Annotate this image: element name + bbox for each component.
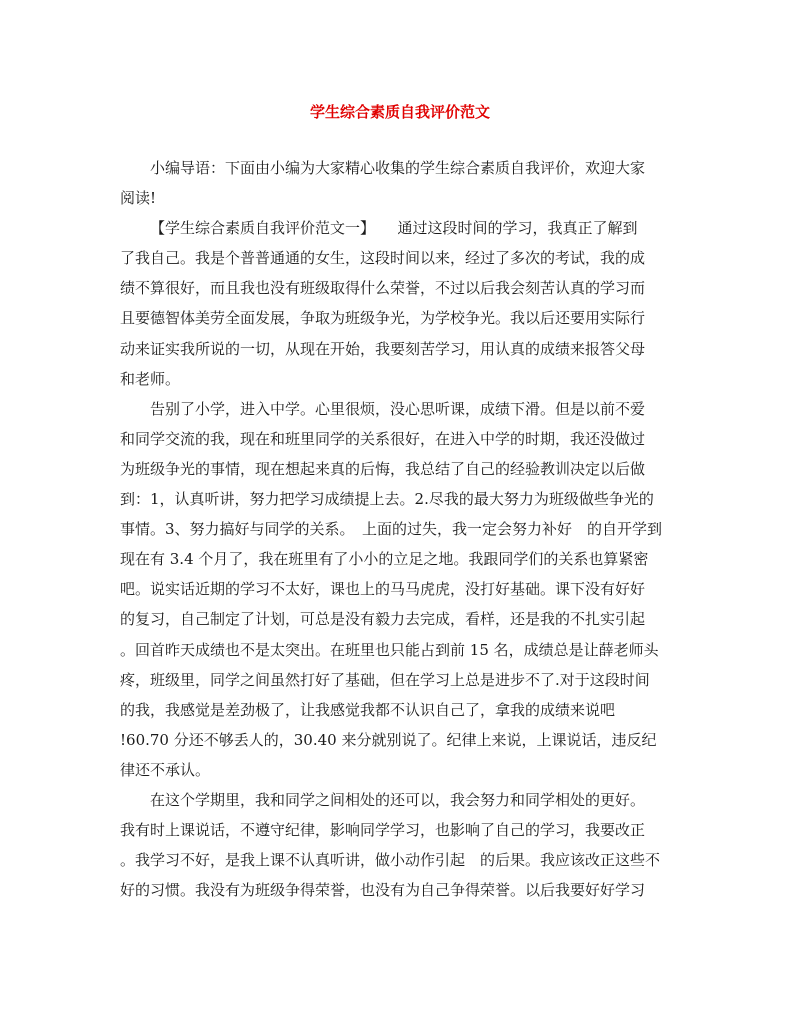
text-line: 和同学交流的我，现在和班里同学的关系很好，在进入中学的时期，我还没做过 bbox=[120, 429, 646, 448]
text-line: 了我自己。我是个普普通通的女生，这段时间以来，经过了多次的考试，我的成 bbox=[120, 249, 646, 268]
text-line: 的我，我感觉是差劲极了，让我感觉我都不认识自己了，拿我的成绩来说吧 bbox=[120, 700, 616, 719]
paragraph-intro bbox=[120, 153, 676, 213]
text-line: 事情。3、努力搞好与同学的关系。 上面的过失，我一定会努力补好 的自开学到 bbox=[120, 520, 663, 539]
text-line: 在这个学期里，我和同学之间相处的还可以，我会努力和同学相处的更好。 bbox=[150, 790, 646, 809]
text-line: !60.70 分还不够丢人的，30.40 来分就别说了。纪律上来说，上课说话，违反纪 bbox=[120, 730, 657, 749]
document-body bbox=[120, 153, 676, 905]
paragraph-middle-school bbox=[120, 394, 676, 785]
text-line: 为班级争光的事情，现在想起来真的后悔，我总结了自己的经验教训决定以后做 bbox=[120, 459, 646, 478]
text-line: 。回首昨天成绩也不是太突出。在班里也只能占到前 15 名，成绩总是让薛老师头 bbox=[120, 640, 659, 659]
text-line: 。我学习不好，是我上课不认真听讲，做小动作引起 的后果。我应该改正这些不 bbox=[120, 851, 661, 870]
text-line: 现在有 3.4 个月了，我在班里有了小小的立足之地。我跟同学们的关系也算紧密 bbox=[120, 550, 649, 569]
paragraph-this-semester bbox=[120, 785, 676, 905]
text-line: 阅读! bbox=[120, 189, 157, 208]
text-line: 绩不算很好，而且我也没有班级取得什么荣誉，不过以后我会刻苦认真的学习而 bbox=[120, 279, 646, 298]
text-line: 和老师。 bbox=[120, 369, 181, 388]
text-line: 到：1，认真听讲，努力把学习成绩提上去。2.尽我的最大努力为班级做些争光的 bbox=[120, 490, 654, 509]
text-line: 疼，班级里，同学之间虽然打好了基础，但在学习上总是进步不了.对于这段时间 bbox=[120, 670, 650, 689]
text-line: 的复习，自己制定了计划，可总是没有毅力去完成，看样，还是我的不扎实引起 bbox=[120, 610, 646, 629]
text-line: 吧。说实话近期的学习不太好，课也上的马马虎虎，没打好基础。课下没有好好 bbox=[120, 580, 646, 599]
text-line: 【学生综合素质自我评价范文一】 通过这段时间的学习，我真正了解到 bbox=[150, 219, 638, 238]
text-line: 律还不承认。 bbox=[120, 760, 211, 779]
paragraph-section-one bbox=[120, 213, 676, 394]
text-line: 动来证实我所说的一切，从现在开始，我要刻苦学习，用认真的成绩来报答父母 bbox=[120, 339, 646, 358]
text-line: 我有时上课说话，不遵守纪律，影响同学学习，也影响了自己的学习，我要改正 bbox=[120, 821, 646, 840]
text-line: 且要德智体美劳全面发展，争取为班级争光，为学校争光。我以后还要用实际行 bbox=[120, 309, 646, 328]
text-line: 小编导语：下面由小编为大家精心收集的学生综合素质自我评价，欢迎大家 bbox=[150, 159, 646, 177]
text-line: 告别了小学，进入中学。心里很烦，没心思听课，成绩下滑。但是以前不爱 bbox=[150, 399, 646, 418]
text-line: 好的习惯。我没有为班级争得荣誉，也没有为自己争得荣誉。以后我要好好学习 bbox=[120, 881, 646, 900]
document-title: 学生综合素质自我评价范文 bbox=[309, 103, 490, 121]
